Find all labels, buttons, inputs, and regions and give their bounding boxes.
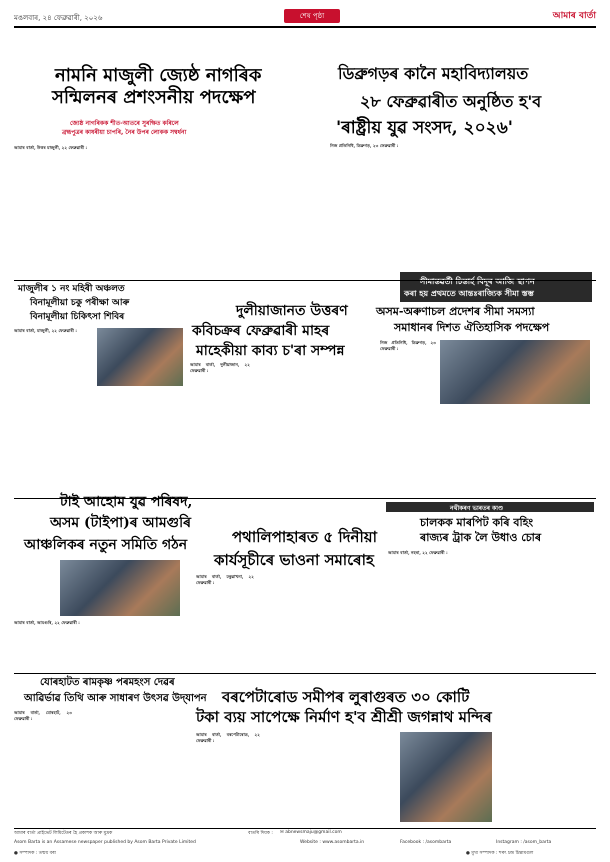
story4-body <box>190 362 250 492</box>
footer-line1-mid: বাতৰি দিয়ক : <box>248 831 273 836</box>
story5-headline-line2: সমাধানৰ দিশত ঐতিহাসিক পদক্ষেপ <box>394 321 550 334</box>
story9-body <box>14 710 72 820</box>
story8-body-col3 <box>528 550 594 670</box>
story4-dateline: আমাৰ বাৰ্তা, দুলীয়াজান, ২২ ফেব্ৰুৱাৰী : <box>190 362 250 373</box>
story10-photo <box>400 732 492 822</box>
divider-3 <box>14 673 596 674</box>
story2-headline-line2: ২৮ ফেব্ৰুৱাৰীত অনুষ্ঠিত হ'ব <box>360 92 542 111</box>
story7-headline-line1: পথালিপাহাৰত ৫ দিনীয়া <box>232 528 377 546</box>
story1-body-col3 <box>194 145 280 277</box>
story7-body-col2 <box>258 574 316 674</box>
story2-headline-line1: ডিব্ৰুগড়ৰ কানৈ মহাবিদ্যালয়ত <box>338 64 529 83</box>
story5-box-line2: কৰা হয় প্ৰথমতে আন্তঃৰাজ্যিক সীমা স্তম্ভ <box>404 289 534 298</box>
story1-kicker-line2: ব্ৰহ্মপুত্ৰৰ কাষৰীয়া চাপৰি, নৈৰ উপৰ লোকক সম্বৰ্ধনা <box>62 129 187 136</box>
story8-body-col2 <box>458 550 524 670</box>
story5-body-col3 <box>440 408 500 498</box>
story1-body-col4 <box>284 118 324 278</box>
story10-body <box>196 732 260 822</box>
story3-body-col2 <box>97 390 183 434</box>
story6-photo <box>60 560 180 616</box>
footer-line2: Asom Barta is an Assamese newspaper published by Asom Barta Private Limited <box>14 840 196 845</box>
story7-dateline: আমাৰ বাৰ্তা, ঢকুৱাখনা, ২২ ফেব্ৰুৱাৰী : <box>196 574 254 585</box>
story9-dateline: আমাৰ বাৰ্তা, যোৰহাট, ২৩ ফেব্ৰুৱাৰী : <box>14 710 72 721</box>
story1-kicker-line1: জ্যেষ্ঠ নাগৰিকক শীত-আতৰে সুৰক্ষিত কৰিলে <box>70 120 179 127</box>
story5-dateline: নিজ প্ৰতিনিধি, ডিব্ৰুগড়, ২৩ ফেব্ৰুৱাৰী : <box>380 340 436 351</box>
story1-headline-line1: নামনি মাজুলী জ্যেষ্ঠ নাগৰিক <box>55 65 262 86</box>
story4-body-col2 <box>253 362 313 492</box>
story8-banner-text: নথীকৰণ ভাৰতৰ কাণ্ড <box>450 505 504 512</box>
story6-headline-line3: আঞ্চলিকৰ নতুন সমিতি গঠন <box>24 537 188 553</box>
story4-headline-line1: দুলীয়াজানত উত্তৰণ <box>236 303 348 319</box>
masthead-logo: আমাৰ বাৰ্তা <box>552 11 596 21</box>
masthead-date: মঙলবাৰ, ২৪ ফেব্ৰুৱাৰী, ২০২৬ <box>14 14 103 22</box>
divider-1 <box>14 280 596 281</box>
story2-headline-line3: 'ৰাষ্ট্ৰীয় যুৱ সংসদ, ২০২৬' <box>336 118 513 138</box>
story6-headline-line2: অসম (টাইপা)ৰ আমগুৰি <box>50 515 191 531</box>
story4-headline-line3: মাহেকীয়া কাব্য চ'ৰা সম্পন্ন <box>196 343 345 359</box>
story1-dateline: আমাৰ বাৰ্তা, উত্তৰ মাজুলী, ২২ ফেব্ৰুৱাৰী : <box>14 145 88 150</box>
story2-body-col3 <box>506 143 594 269</box>
story5-body-col2 <box>380 408 436 498</box>
story3-photo <box>97 328 183 386</box>
story9-body-col3 <box>138 710 186 820</box>
story8-headline-line1: চালকক মাৰপিট কৰি বহিং <box>420 516 534 529</box>
story6-body <box>14 620 98 670</box>
story3-headline-line2: বিনামূলীয়া চকু পৰীক্ষা আৰু <box>30 298 130 308</box>
story2-body <box>330 143 414 269</box>
section-label: শেষ পৃষ্ঠা <box>284 9 340 23</box>
story10-body-col3 <box>332 732 396 822</box>
story5-box-line1: সীমান্তৱৰ্তী চিন্তাৰ্হ বিদূৰ আজি স্থাপন <box>420 277 535 286</box>
story6-body-col2 <box>102 620 186 670</box>
footer-website[interactable]: Website : www.asombarta.in <box>300 840 365 845</box>
masthead <box>14 6 596 30</box>
masthead-rule <box>14 26 596 28</box>
divider-2 <box>14 498 596 499</box>
story9-headline-line2: আৱিৰ্ভাৱ তিথি আৰু সাধাৰণ উৎসৱ উদ্‌যাপন <box>24 693 207 704</box>
footer-line1-left: আমাৰ বাৰ্তা প্ৰাইভেট লিমিটেডৰ হৈ প্ৰকাশক আৰু মুদ্ৰক <box>14 831 113 836</box>
story9-body-col2 <box>76 710 134 820</box>
story6-dateline: আমাৰ বাৰ্তা, আমগুৰি, ২২ ফেব্ৰুৱাৰী : <box>14 620 80 625</box>
footer-rule <box>14 828 596 829</box>
story3-body <box>14 328 94 434</box>
story3-headline-line3: বিনামূলীয়া চিকিৎসা শিবিৰ <box>30 312 125 322</box>
story5-headline-line1: অসম-অৰুণাচল প্ৰদেশৰ সীমা সমস্যা <box>376 305 535 318</box>
story6-headline-line1: টাই আহোম যুৱ পৰিষদ, <box>60 494 193 510</box>
footer-facebook[interactable]: Facebook : /asombarta <box>400 840 452 845</box>
story5-body <box>380 340 436 402</box>
story10-headline-line2: টকা ব্যয় সাপেক্ষে নিৰ্মাণ হ'ব শ্ৰীশ্ৰী জগন্নাথ মন্দিৰ <box>196 708 492 726</box>
story9-headline-line1: যোৰহাটত ৰামকৃষ্ণ পৰমহংস দেৱৰ <box>40 677 175 688</box>
footer-instagram[interactable]: Instagram : /asom_barta <box>496 840 552 845</box>
story1-headline-line2: সন্মিলনৰ প্ৰশংসনীয় পদক্ষেপ <box>52 87 256 108</box>
footer-line3-right: ● মুখ্য সম্পাদক : শৰৎ চন্দ্ৰ চিন্তামণ্ডল <box>466 851 534 856</box>
story4-headline-line2: কবিচক্ৰৰ ফেব্ৰুৱাৰী মাহৰ <box>192 323 330 339</box>
story2-dateline: নিজ প্ৰতিনিধি, ডিব্ৰুগড়, ২৩ ফেব্ৰুৱাৰী : <box>330 143 399 148</box>
story4-body-col3 <box>316 362 376 492</box>
story10-body-col4 <box>496 732 594 822</box>
story2-body-col2 <box>418 143 502 269</box>
story10-dateline: আমাৰ বাৰ্তা, বৰপেটাৰোড, ২২ ফেব্ৰুৱাৰী : <box>196 732 260 743</box>
story7-headline-line2: কাৰ্যসূচীৰে ভাওনা সমাৰোহ <box>214 551 374 569</box>
story1-body-col2 <box>104 145 190 277</box>
story10-headline-line1: বৰপেটাৰোড সমীপৰ লুৰাগুৰত ৩০ কোটি <box>222 688 470 706</box>
story7-body-col3 <box>320 574 378 674</box>
story3-dateline: আমাৰ বাৰ্তা, মাজুলী, ২২ ফেব্ৰুৱাৰী : <box>14 328 77 333</box>
footer-email[interactable]: ✉ abnewsmaju@gmail.com <box>280 830 342 835</box>
story5-body-col4 <box>504 408 592 498</box>
story8-headline-line2: ৰাজ্যৰ ট্ৰাক লৈ উধাও চোৰ <box>420 531 542 544</box>
footer-line3-left: ● সম্পাদক : তন্ময় বৰা <box>14 851 56 856</box>
story3-headline-line1: মাজুলীৰ ১ নং মহিৰী অঞ্চলত <box>18 284 125 294</box>
story7-body <box>196 574 254 674</box>
story10-body-col2 <box>264 732 328 822</box>
story8-dateline: আমাৰ বাৰ্তা, নহৰা, ২২ ফেব্ৰুৱাৰী : <box>388 550 448 555</box>
story5-photo <box>440 340 590 404</box>
story1-body <box>14 145 100 277</box>
story8-body <box>388 550 454 670</box>
